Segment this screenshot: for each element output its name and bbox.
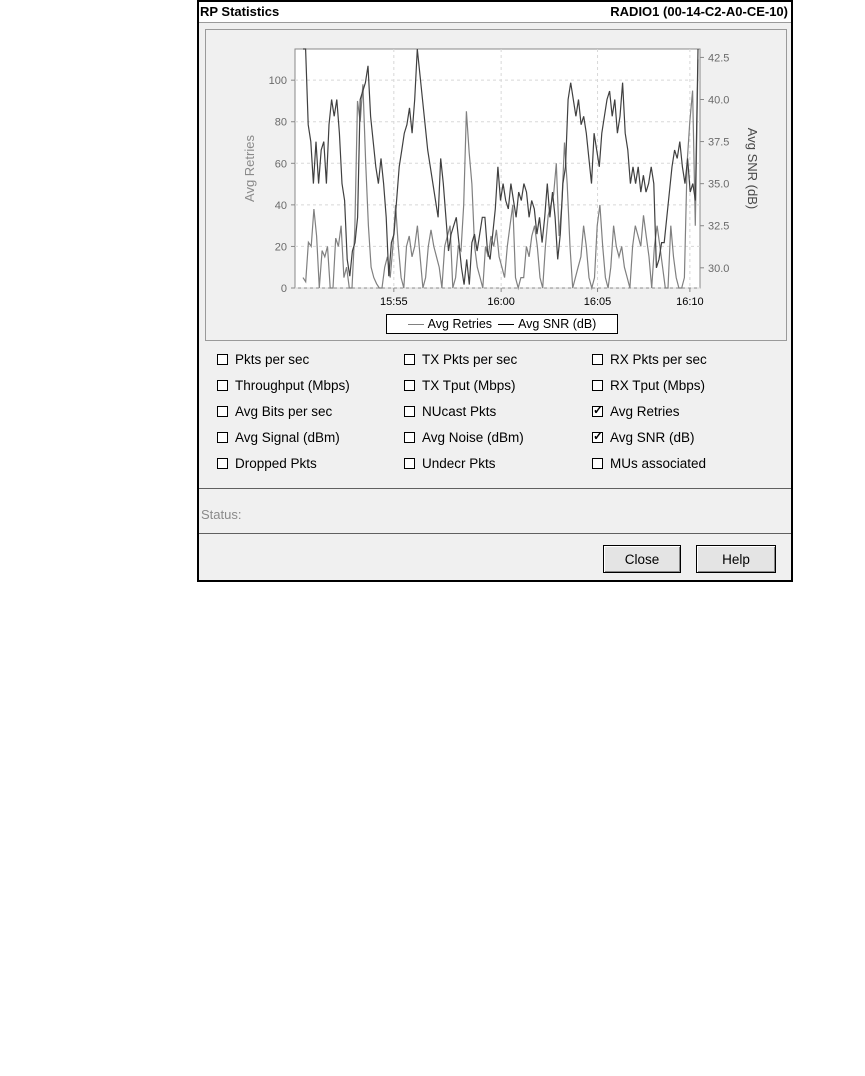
legend-swatch-snr bbox=[498, 324, 514, 325]
y-right-tick-label: 42.5 bbox=[708, 52, 730, 65]
close-button[interactable]: Close bbox=[603, 545, 681, 573]
rx-tput-mbps-label: RX Tput (Mbps) bbox=[610, 377, 706, 393]
avg-bits-per-sec-checkbox[interactable] bbox=[217, 406, 228, 417]
throughput-mbps-label: Throughput (Mbps) bbox=[235, 377, 350, 393]
dropped-pkts-label: Dropped Pkts bbox=[235, 455, 317, 471]
option-rx-tput-mbps[interactable] bbox=[592, 376, 705, 394]
avg-retries-label: Avg Retries bbox=[610, 403, 680, 419]
option-tx-pkts-per-sec[interactable] bbox=[404, 350, 517, 368]
line-chart bbox=[206, 30, 786, 340]
option-throughput-mbps[interactable] bbox=[217, 376, 350, 394]
x-tick-label: 16:10 bbox=[676, 296, 704, 308]
chart-legend bbox=[386, 314, 618, 334]
divider-top bbox=[199, 488, 791, 489]
avg-retries-checkbox[interactable] bbox=[592, 406, 603, 417]
option-undecr-pkts[interactable] bbox=[404, 454, 496, 472]
x-tick-label: 15:55 bbox=[380, 296, 408, 308]
mus-associated-label: MUs associated bbox=[610, 455, 707, 471]
option-nucast-pkts[interactable] bbox=[404, 402, 496, 420]
option-avg-retries[interactable] bbox=[592, 402, 680, 420]
option-tx-tput-mbps[interactable] bbox=[404, 376, 516, 394]
option-rx-pkts-per-sec[interactable] bbox=[592, 350, 707, 368]
option-mus-associated[interactable] bbox=[592, 454, 706, 472]
y-right-tick-label: 30.0 bbox=[708, 262, 730, 275]
option-avg-noise-dbm[interactable] bbox=[404, 428, 524, 446]
y-right-tick-label: 35.0 bbox=[708, 178, 730, 191]
divider-bottom bbox=[199, 533, 791, 534]
undecr-pkts-checkbox[interactable] bbox=[404, 458, 415, 469]
window-title: RP Statistics bbox=[200, 4, 280, 19]
status-label: Status: bbox=[201, 507, 242, 522]
avg-snr-db-checkbox[interactable] bbox=[592, 432, 603, 443]
mus-associated-checkbox[interactable] bbox=[592, 458, 603, 469]
y-right-tick-label: 40.0 bbox=[708, 94, 730, 107]
rx-pkts-per-sec-label: RX Pkts per sec bbox=[610, 351, 707, 367]
avg-signal-dbm-checkbox[interactable] bbox=[217, 432, 228, 443]
y-left-tick-label: 80 bbox=[274, 116, 287, 129]
y-left-tick-label: 0 bbox=[280, 283, 287, 295]
chart-panel bbox=[205, 29, 787, 341]
avg-noise-dbm-label: Avg Noise (dBm) bbox=[422, 429, 524, 445]
option-avg-signal-dbm[interactable] bbox=[217, 428, 340, 446]
tx-pkts-per-sec-label: TX Pkts per sec bbox=[422, 351, 518, 367]
legend-item-retries bbox=[408, 317, 492, 331]
x-tick-label: 16:00 bbox=[487, 296, 515, 308]
legend-swatch-retries bbox=[408, 324, 424, 325]
legend-label-retries: Avg Retries bbox=[427, 317, 493, 331]
throughput-mbps-checkbox[interactable] bbox=[217, 380, 228, 391]
y-right-axis-title: Avg SNR (dB) bbox=[745, 127, 760, 210]
y-left-tick-label: 100 bbox=[268, 75, 287, 88]
dropped-pkts-checkbox[interactable] bbox=[217, 458, 228, 469]
avg-noise-dbm-checkbox[interactable] bbox=[404, 432, 415, 443]
nucast-pkts-label: NUcast Pkts bbox=[422, 403, 497, 419]
rx-pkts-per-sec-checkbox[interactable] bbox=[592, 354, 603, 365]
rp-statistics-dialog bbox=[197, 0, 793, 582]
option-pkts-per-sec[interactable] bbox=[217, 350, 309, 368]
y-left-axis-title: Avg Retries bbox=[242, 135, 257, 202]
pkts-per-sec-checkbox[interactable] bbox=[217, 354, 228, 365]
title-bar bbox=[199, 2, 791, 23]
y-left-tick-label: 20 bbox=[274, 241, 287, 254]
y-right-tick-label: 37.5 bbox=[708, 136, 730, 149]
y-left-tick-label: 60 bbox=[274, 158, 287, 171]
x-tick-label: 16:05 bbox=[583, 296, 612, 308]
avg-snr-db-label: Avg SNR (dB) bbox=[610, 429, 695, 445]
y-right-tick-label: 32.5 bbox=[708, 220, 730, 233]
undecr-pkts-label: Undecr Pkts bbox=[422, 455, 496, 471]
avg-bits-per-sec-label: Avg Bits per sec bbox=[235, 403, 333, 419]
option-avg-snr-db[interactable] bbox=[592, 428, 695, 446]
pkts-per-sec-label: Pkts per sec bbox=[235, 351, 310, 367]
legend-item-snr bbox=[498, 317, 596, 331]
y-left-tick-label: 40 bbox=[274, 199, 287, 212]
tx-tput-mbps-checkbox[interactable] bbox=[404, 380, 415, 391]
tx-tput-mbps-label: TX Tput (Mbps) bbox=[422, 377, 516, 393]
help-button[interactable]: Help bbox=[696, 545, 776, 573]
option-avg-bits-per-sec[interactable] bbox=[217, 402, 332, 420]
option-dropped-pkts[interactable] bbox=[217, 454, 317, 472]
rx-tput-mbps-checkbox[interactable] bbox=[592, 380, 603, 391]
nucast-pkts-checkbox[interactable] bbox=[404, 406, 415, 417]
device-title: RADIO1 (00-14-C2-A0-CE-10) bbox=[610, 4, 788, 19]
legend-label-snr: Avg SNR (dB) bbox=[518, 317, 597, 331]
avg-signal-dbm-label: Avg Signal (dBm) bbox=[235, 429, 340, 445]
tx-pkts-per-sec-checkbox[interactable] bbox=[404, 354, 415, 365]
